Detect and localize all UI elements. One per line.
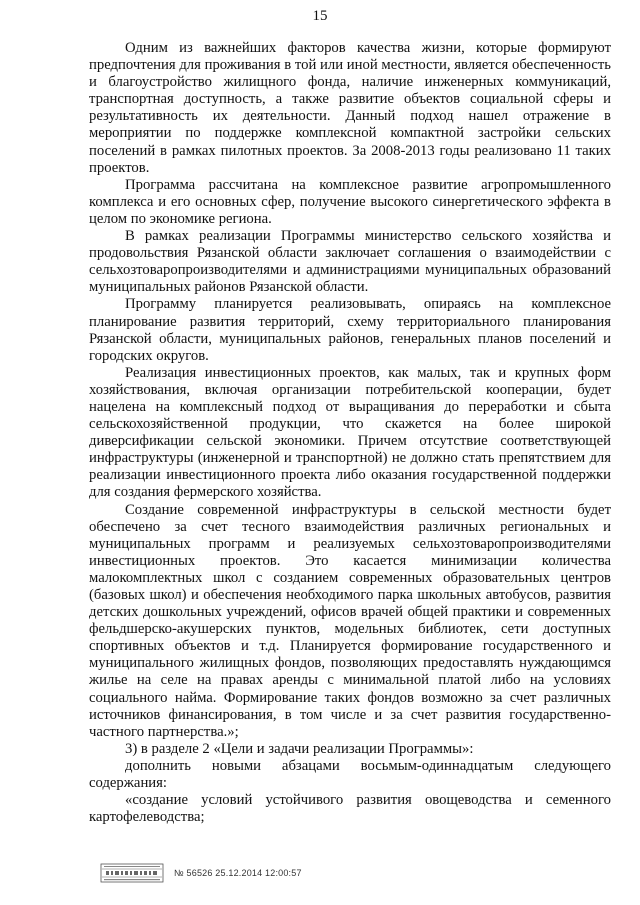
paragraph: Создание современной инфраструктуры в сельской местности будет обеспечено за счет тесного взаимодействия различных региональных и муниципальных программ и реализуемых сельхозтоваропроизводителями инвестиционных проектов. Это касается минимизации количества малокомплектных школ с созданием современных образовательных центров (базовых школ) и обеспечения необходимого парка школьных автобусов, развития детских дошкольных учреждений, офисов врачей общей практики и современных фельдшерско-акушерских пунктов, модельных библиотек, сети доступных спортивных объектов и т.д. Планируется формирование государственного и муниципального жилищных фондов, позволяющих предоставлять нуждающимся жилье на селе на правах аренды с минимальной платой либо на условиях социального найма. Формирование таких фондов возможно за счет различных источников финансирования, в том числе и за счет развития государственно-частного партнерства.»;	[89, 501, 611, 740]
page-number: 15	[312, 8, 328, 24]
document-footer	[100, 862, 302, 884]
paragraph: Программа рассчитана на комплексное развитие агропромышленного комплекса и его основных сфер, получение высокого синергетического эффекта в целом по экономике региона.	[89, 176, 611, 227]
paragraph: Реализация инвестиционных проектов, как малых, так и крупных форм хозяйствования, включая организации потребительской кооперации, будет нацелена на комплексный подход от выращивания до переработки и сбыта сельскохозяйственной продукции, что скажется на более широкой диверсификации сельской экономики. Причем отсутствие соответствующей инфраструктуры (инженерной и транспортной) не должно стать препятствием для реализации инвестиционного проекта либо оказания государственной поддержки для создания фермерского хозяйства.	[89, 364, 611, 501]
document-registration-id: № 56526 25.12.2014 12:00:57	[174, 868, 302, 878]
paragraph: Одним из важнейших факторов качества жизни, которые формируют предпочтения для проживания в той или иной местности, является обеспеченность и благоустройство жилищного фонда, наличие инженерных коммуникаций, транспортная доступность, а также развитие объектов социальной сферы и результативность их деятельности. Данный подход нашел отражение в мероприятии по поддержке комплексной компактной застройки сельских поселений в рамках пилотных проектов. За 2008-2013 годы реализовано 11 таких проектов.	[89, 40, 611, 176]
paragraph: «создание условий устойчивого развития овощеводства и семенного картофелеводства;	[89, 792, 611, 826]
paragraph: Программу планируется реализовывать, опираясь на комплексное планирование развития территорий, схему территориального планирования Рязанской области, муниципальных районов, генеральных планов поселений и городских округов.	[89, 296, 611, 364]
registry-stamp-logo-icon	[100, 863, 164, 883]
paragraph: 3) в разделе 2 «Цели и задачи реализации Программы»:	[125, 740, 474, 757]
document-body	[89, 40, 611, 826]
paragraph: дополнить новыми абзацами восьмым-одиннадцатым следующего содержания:	[89, 757, 611, 792]
paragraph: В рамках реализации Программы министерство сельского хозяйства и продовольствия Рязанской области заключает соглашения о взаимодействии с сельхозтоваропроизводителями и администрациями муниципальных образований муниципальных районов Рязанской области.	[89, 228, 611, 296]
